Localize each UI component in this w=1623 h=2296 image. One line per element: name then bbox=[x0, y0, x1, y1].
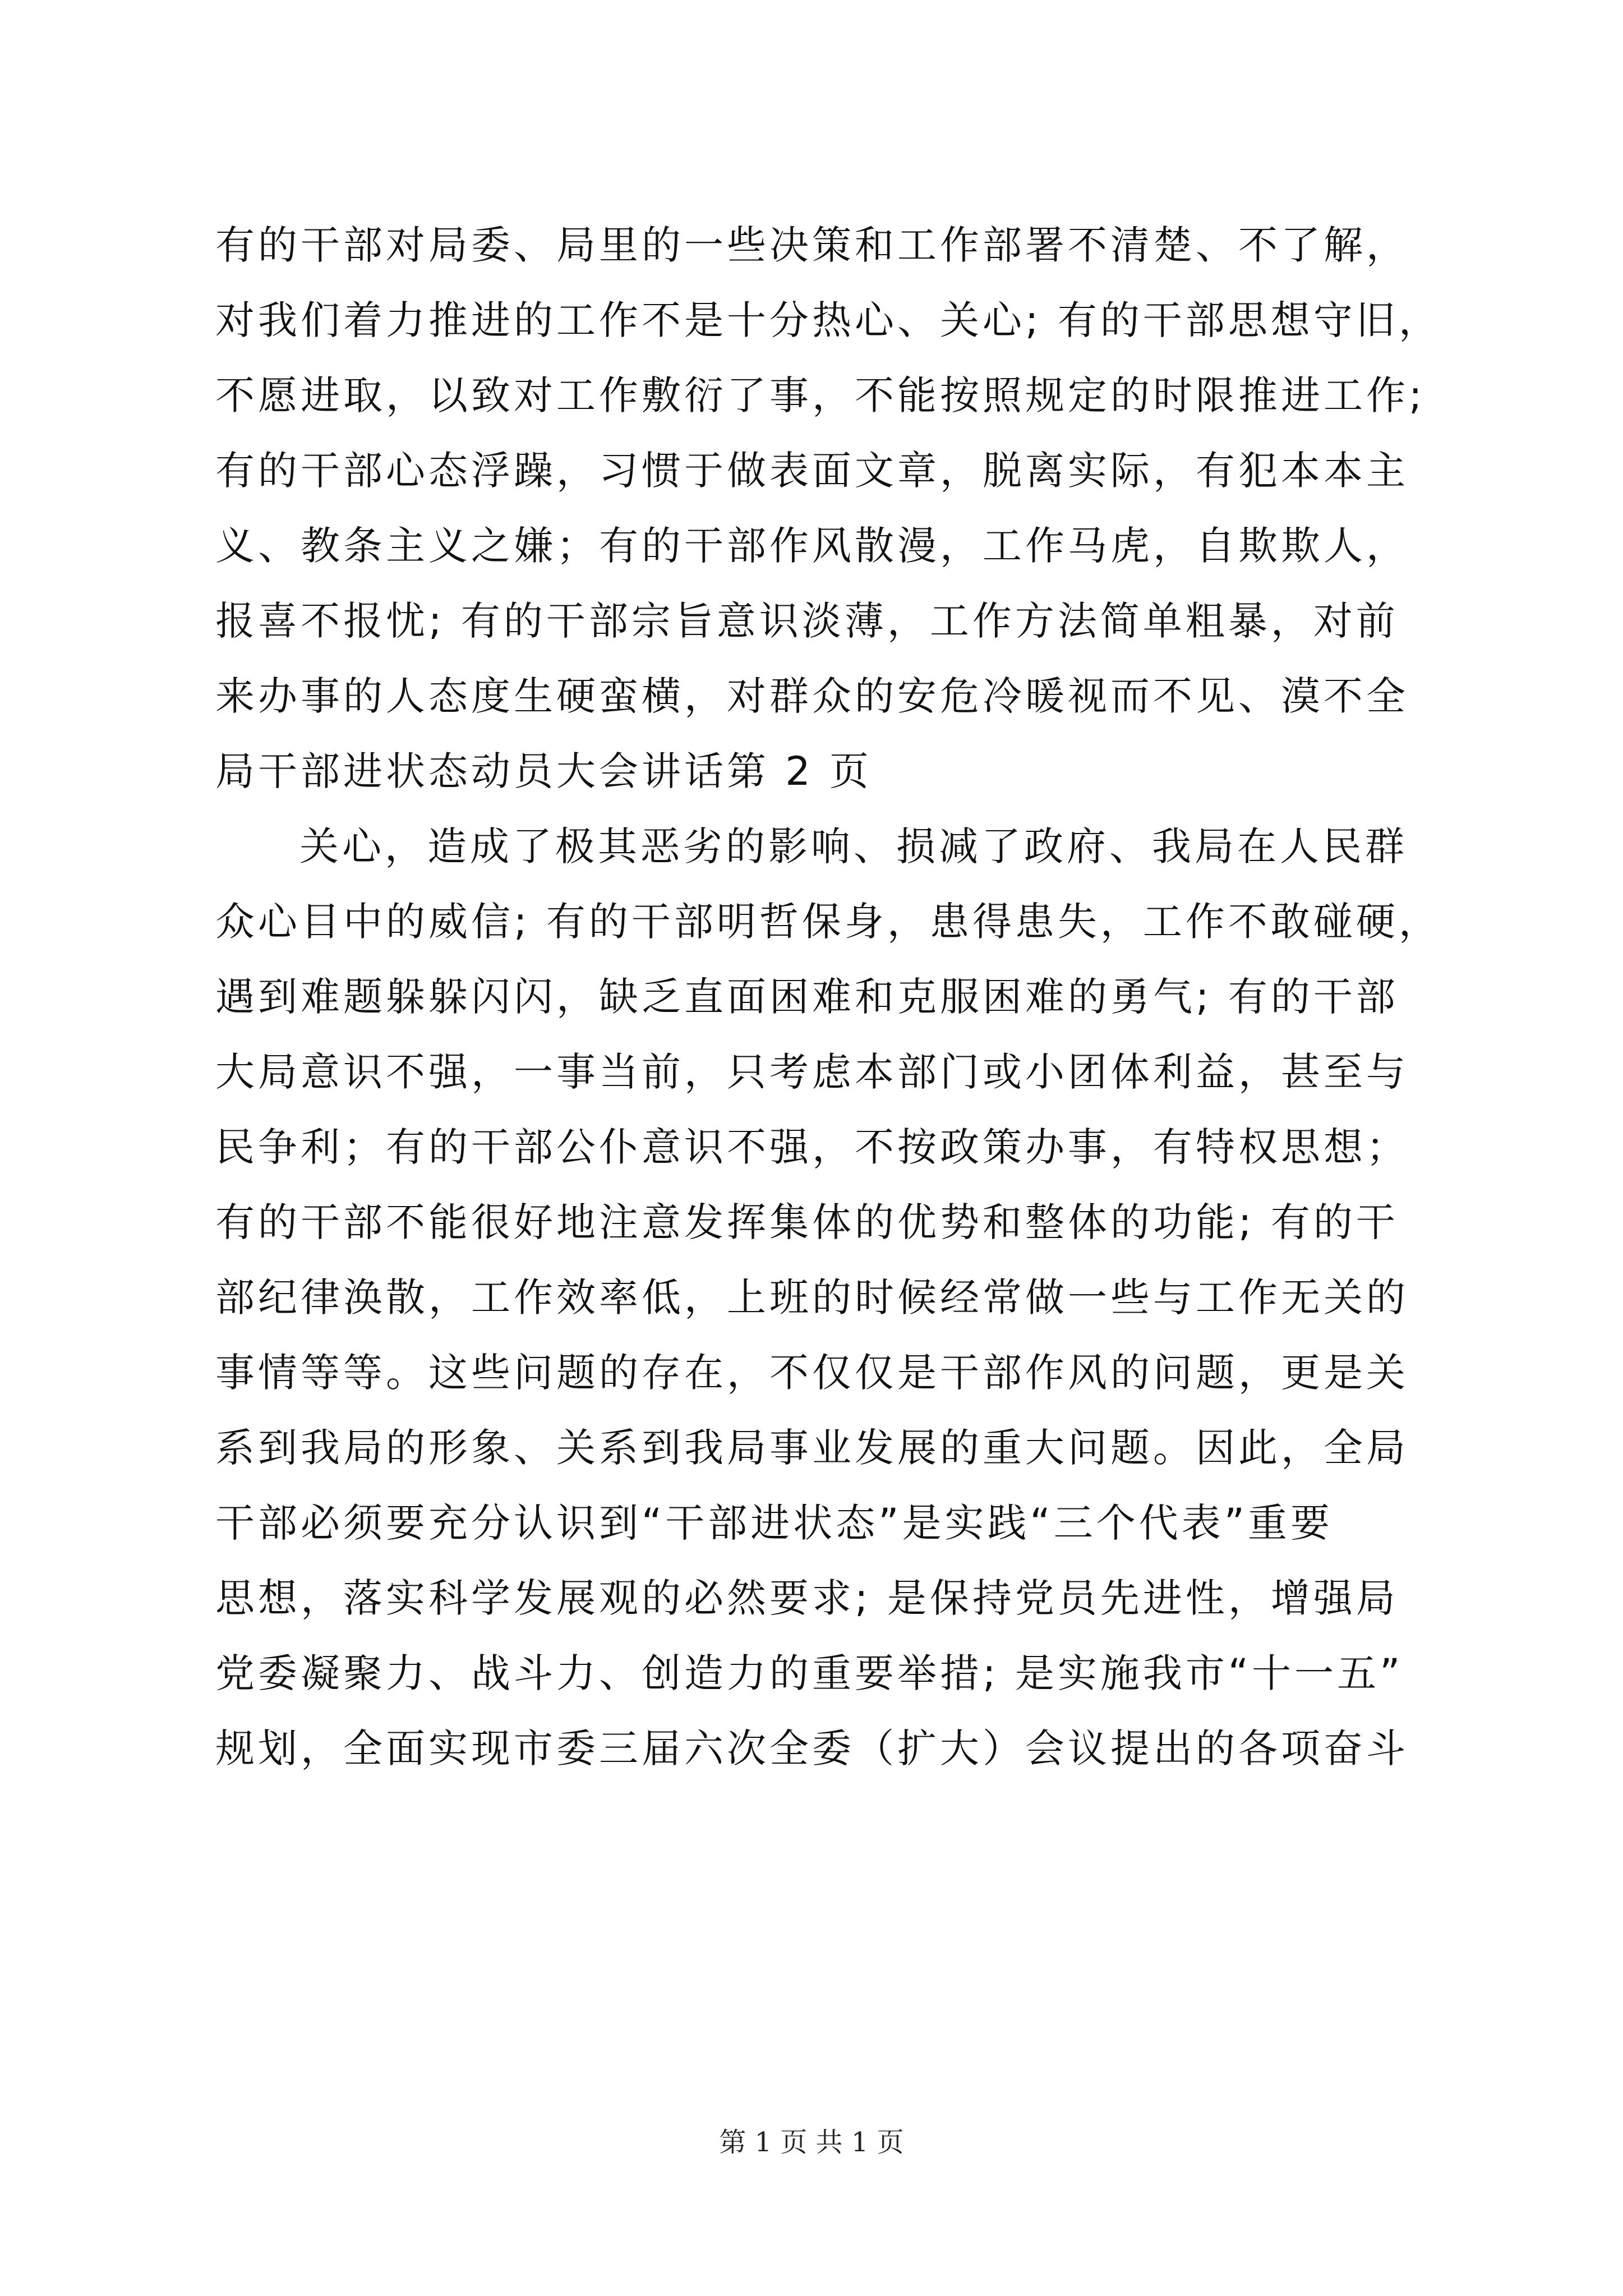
text-line: 部纪律涣散，工作效率低，上班的时候经常做一些与工作无关的 bbox=[215, 1274, 1409, 1320]
text-line: 不愿进取，以致对工作敷衍了事，不能按照规定的时限推进工作; bbox=[215, 372, 1426, 418]
text-line: 义、教条主义之嫌；有的干部作风散漫，工作马虎，自欺欺人， bbox=[215, 523, 1409, 569]
text-line: 报喜不报忧; 有的干部宗旨意识淡薄，工作方法简单粗暴，对前 bbox=[215, 598, 1399, 644]
document-body bbox=[215, 208, 1441, 1786]
text-line: 对我们着力推进的工作不是十分热心、关心; 有的干部思想守旧， bbox=[215, 297, 1441, 343]
text-line: 党委凝聚力、战斗力、创造力的重要举措; 是实施我市“十一五” bbox=[215, 1650, 1404, 1696]
text-line: 系到我局的形象、关系到我局事业发展的重大问题。因此，全局 bbox=[215, 1425, 1409, 1471]
text-line: 规划，全面实现市委三届六次全委（扩大）会议提出的各项奋斗 bbox=[215, 1726, 1409, 1772]
text-line: 来办事的人态度生硬蛮横，对群众的安危冷暖视而不见、漠不全 bbox=[215, 673, 1409, 719]
text-line: 有的干部不能很好地注意发挥集体的优势和整体的功能; 有的干 bbox=[215, 1199, 1399, 1245]
text-line: 局干部进状态动员大会讲话第 2 页 bbox=[215, 748, 873, 794]
page-footer: 第 1 页 共 1 页 bbox=[719, 2127, 904, 2158]
text-line: 思想，落实科学发展观的必然要求; 是保持党员先进性，增强局 bbox=[215, 1575, 1399, 1621]
text-line: 有的干部对局委、局里的一些决策和工作部署不清楚、不了解， bbox=[215, 222, 1409, 268]
text-line: 遇到难题躲躲闪闪，缺乏直面困难和克服困难的勇气; 有的干部 bbox=[215, 974, 1399, 1020]
text-line: 民争利；有的干部公仆意识不强，不按政策办事，有特权思想； bbox=[215, 1124, 1409, 1170]
text-line: 大局意识不强，一事当前，只考虑本部门或小团体利益，甚至与 bbox=[215, 1049, 1409, 1095]
text-line: 干部必须要充分认识到“干部进状态”是实践“三个代表”重要 bbox=[215, 1500, 1334, 1546]
text-line: 事情等等。这些问题的存在，不仅仅是干部作风的问题，更是关 bbox=[215, 1350, 1409, 1396]
text-line: 众心目中的威信; 有的干部明哲保身，患得患失，工作不敢碰硬， bbox=[215, 899, 1441, 945]
text-line: 有的干部心态浮躁，习惯于做表面文章，脱离实际，有犯本本主 bbox=[215, 448, 1409, 494]
text-line-indented: 关心，造成了极其恶劣的影响、损减了政府、我局在人民群 bbox=[299, 823, 1408, 869]
